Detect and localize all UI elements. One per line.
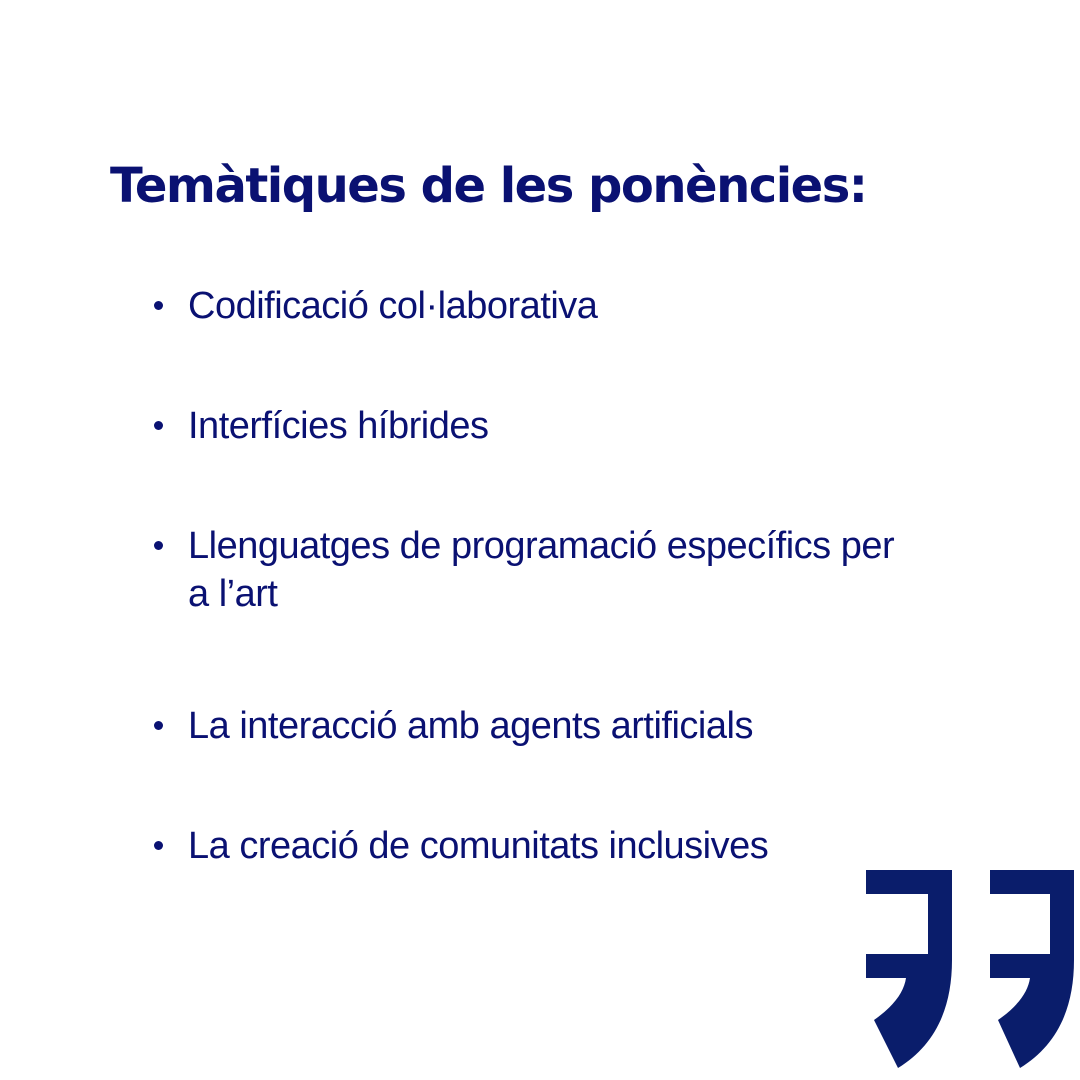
list-item-label: Interfícies híbrides — [188, 405, 489, 447]
page-title: Temàtiques de les ponències: — [110, 158, 867, 214]
bullet-icon — [154, 721, 163, 730]
list-item — [188, 702, 908, 750]
list-item — [188, 402, 908, 450]
list-item — [188, 282, 908, 330]
list-item — [188, 522, 908, 618]
list-item-label: Codificació col·laborativa — [188, 285, 598, 327]
list-item — [188, 822, 908, 870]
bullet-icon — [154, 421, 163, 430]
list-item-label: La interacció amb agents artificials — [188, 705, 753, 747]
quote-mark-left-icon — [866, 870, 952, 1068]
list-item-label: La creació de comunitats inclusives — [188, 825, 769, 867]
bullet-icon — [154, 301, 163, 310]
bullet-icon — [154, 541, 163, 550]
bullet-icon — [154, 841, 163, 850]
quote-marks-logo-icon — [864, 868, 1076, 1074]
quote-mark-right-icon — [990, 870, 1074, 1068]
list-item-label: Llenguatges de programació específics per a l’art — [188, 525, 895, 615]
